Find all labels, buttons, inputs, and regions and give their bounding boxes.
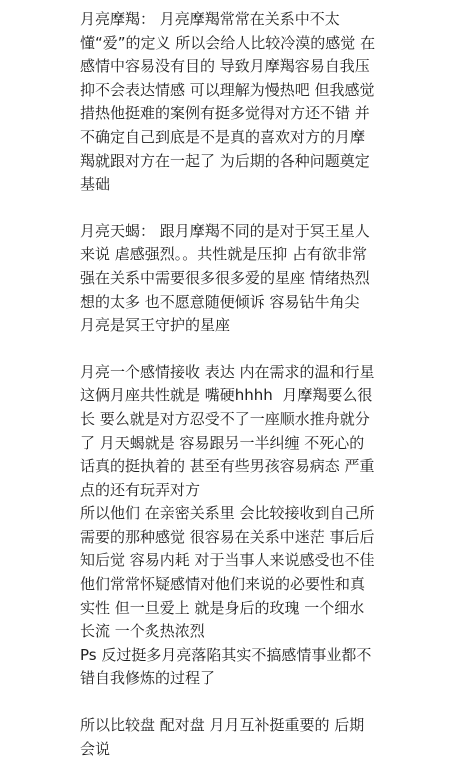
paragraph-moon-capricorn: 月亮摩羯： 月亮摩羯常常在关系中不太懂“爱”的定义 所以会给人比较冷漠的感觉 在感情中容易没有目的 导致月摩羯容易自我压抑不会表达情感 可以理解为慢热吧 但我感觉措热他挺难的案例有挺多觉得对方还不错 并不确定自己到底是不是真的喜欢对方的月摩羯就跟对方在一起了 为后期的各种问题奠定基础 — [80, 10, 376, 194]
paragraph-moon-scorpio: 月亮天蝎： 跟月摩羯不同的是对于冥王星人来说 虐感强烈。。共性就是压抑 占有欲非常强在关系中需要很多很多爱的星座 情绪热烈 想的太多 也不愿意随便倾诉 容易钻牛角尖 月亮是冥王守护的星座 — [80, 221, 375, 335]
paragraph-spacer — [80, 197, 376, 220]
paragraph-spacer — [80, 691, 376, 714]
paragraph-spacer — [80, 338, 376, 361]
paragraph-synastry: 所以比较盘 配对盘 月月互补挺重要的 后期会说 — [80, 716, 365, 758]
paragraph-intimate-relationships: 所以他们 在亲密关系里 会比较接收到自己所需要的那种感觉 很容易在关系中迷茫 事后后知后觉 容易内耗 对于当事人来说感受也不佳 他们常常怀疑感情对他们来说的必要性和真实性 但一旦爱上 就是身后的玫瑰 一个细水长流 一个炙热浓烈 — [80, 504, 380, 641]
paragraph-ps-note: Ps 反过挺多月亮落陷其实不搞感情事业都不错自我修炼的过程了 — [80, 645, 372, 688]
paragraph-moon-common-traits: 月亮一个感情接收 表达 内在需求的温和行星 这俩月座共性就是 嘴硬hhhh 月摩羯要么很长 要么就是对方忍受不了一座顺水推舟就分了 月天蝎就是 容易跟另一半纠缠 不死心的话真的挺执着的 甚至有些男孩容易病态 严重点的还有玩弄对方 — [80, 362, 380, 499]
